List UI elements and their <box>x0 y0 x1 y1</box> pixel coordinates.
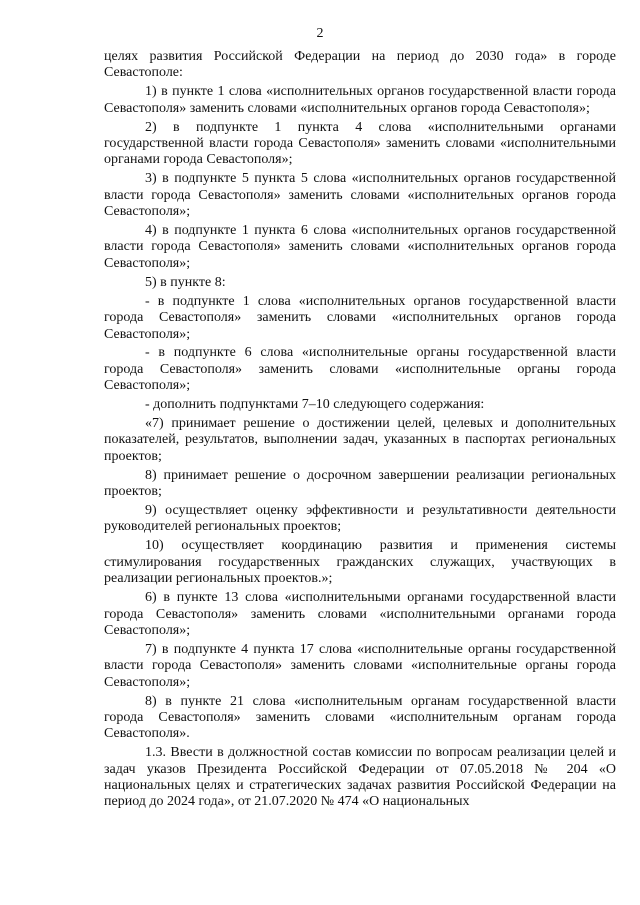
document-body <box>104 49 616 811</box>
paragraph-item-6: 6) в пункте 13 слова «исполнительными органами государственной власти города Севастополя» заменить словами «исполнительными органами города Севастополя»; <box>104 590 616 638</box>
paragraph-continuation: целях развития Российской Федерации на период до 2030 года» в городе Севастополе: <box>104 49 616 81</box>
paragraph-item-2: 2) в подпункте 1 пункта 4 слова «исполнительными органами государственной власти города Севастополя» заменить словами «исполнительными органами города Севастополя»; <box>104 119 616 168</box>
paragraph-new-subpoint-9: 9) осуществляет оценку эффективности и результативности деятельности руководителей региональных проектов; <box>104 503 616 535</box>
paragraph-dash-subpoint-1: - в подпункте 1 слова «исполнительных органов государственной власти города Севастополя» заменить словами «исполнительных органов города Севастополя»; <box>104 293 616 342</box>
paragraph-item-3: 3) в подпункте 5 пункта 5 слова «исполнительных органов государственной власти города Севастополя» заменить словами «исполнительных органов города Севастополя»; <box>104 171 616 220</box>
paragraph-item-8: 8) в пункте 21 слова «исполнительным органам государственной власти города Севастополя» заменить словами «исполнительным органам города Севастополя». <box>104 693 616 742</box>
paragraph-new-subpoint-8: 8) принимает решение о досрочном завершении реализации региональных проектов; <box>104 467 616 500</box>
paragraph-item-5: 5) в пункте 8: <box>145 274 226 290</box>
page-number: 2 <box>316 26 324 41</box>
paragraph-item-1: 1) в пункте 1 слова «исполнительных органов государственной власти города Севастополя» заменить словами «исполнительных органов города Севастополя»; <box>104 84 616 116</box>
paragraph-dash-add-subpoints: - дополнить подпунктами 7–10 следующего содержания: <box>145 397 485 413</box>
paragraph-dash-subpoint-6: - в подпункте 6 слова «исполнительные органы государственной власти города Севастополя» заменить словами «исполнительные органы города Севастополя»; <box>104 345 616 394</box>
paragraph-new-subpoint-7: «7) принимает решение о достижении целей, целевых и дополнительных показателей, результатов, выполнении задач, указанных в паспортах региональных проектов; <box>104 416 616 464</box>
paragraph-item-4: 4) в подпункте 1 пункта 6 слова «исполнительных органов государственной власти города Севастополя» заменить словами «исполнительных органов города Севастополя»; <box>104 223 616 271</box>
paragraph-new-subpoint-10: 10) осуществляет координацию развития и применения системы стимулирования государственных гражданских служащих, участвующих в реализации региональных проектов.»; <box>104 538 616 587</box>
paragraph-section-1-3: 1.3. Ввести в должностной состав комиссии по вопросам реализации целей и задач указов Президента Российской Федерации от 07.05.2018 № 204 «О национальных целях и стратегических задачах развития Российской Федерации на период до 2024 года», от 21.07.2020 № 474 «О национальных <box>104 745 616 810</box>
paragraph-item-7: 7) в подпункте 4 пункта 17 слова «исполнительные органы государственной власти города Севастополя» заменить словами «исполнительные органы города Севастополя»; <box>104 641 616 690</box>
